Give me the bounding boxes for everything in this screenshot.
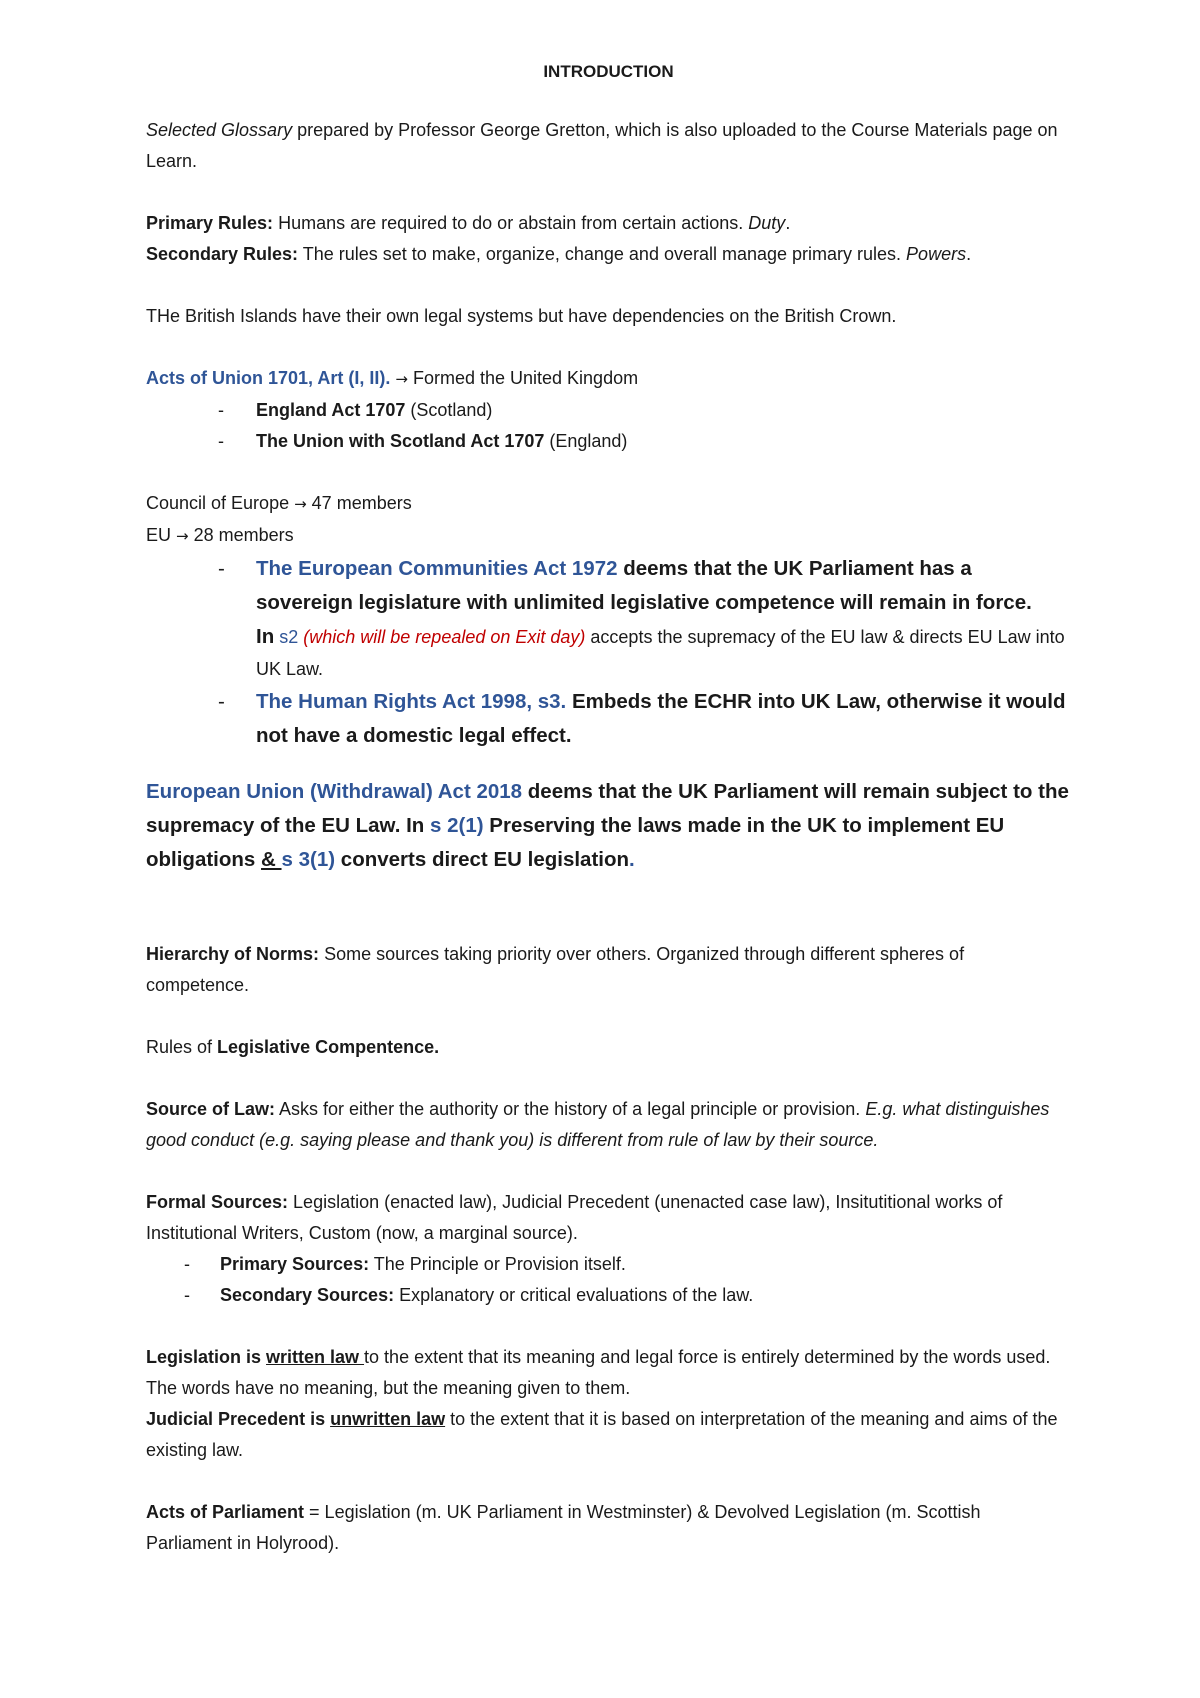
glossary-title: Selected Glossary: [146, 120, 293, 140]
bullet-dash: -: [184, 1285, 190, 1305]
bullet-dash: -: [218, 557, 225, 580]
acts-of-union-text: Formed the United Kingdom: [407, 368, 639, 388]
withdrawal-text-2: Preserving the laws made in the UK to implement EU obligations: [146, 814, 1005, 871]
eu-line: [146, 520, 1071, 552]
list-item-hra: [146, 685, 1071, 753]
withdrawal-s31: s 3(1): [281, 848, 336, 871]
hierarchy-paragraph: [146, 939, 1071, 1001]
list-item: [146, 1280, 1071, 1311]
arrow-right-icon: →: [294, 495, 307, 513]
bullet-dash: -: [218, 690, 225, 713]
hierarchy-label: Hierarchy of Norms:: [146, 944, 320, 964]
eca-text: deems that the UK Parliament has a sovereign legislature with unlimited legislative competence will remain in force.: [256, 557, 1032, 614]
withdrawal-s21: s 2(1): [430, 814, 484, 837]
page-title: INTRODUCTION: [543, 62, 674, 81]
list-item: [146, 395, 1071, 426]
source-of-law-paragraph: [146, 1094, 1071, 1156]
rules-legislative-paragraph: [146, 1032, 1071, 1063]
list-item-bold: The Union with Scotland Act 1707: [256, 431, 545, 451]
rules-legislative-plain: Rules of: [146, 1037, 218, 1057]
source-of-law-text: Asks for either the authority or the history of a legal principle or provision.: [275, 1099, 866, 1119]
withdrawal-name: European Union (Withdrawal) Act 2018: [146, 780, 523, 803]
eca-note: (which will be repealed on Exit day): [303, 627, 586, 647]
list-item-bold: Secondary Sources:: [220, 1285, 395, 1305]
council-label: Council of Europe: [146, 493, 295, 513]
bullet-dash: -: [218, 400, 224, 420]
withdrawal-text-1: deems that the UK Parliament will remain subject to the supremacy of the EU Law. In: [146, 780, 1069, 837]
precedent-paragraph: [146, 1404, 1071, 1466]
legislation-term: written law: [266, 1347, 365, 1367]
secondary-rules-label: Secondary Rules:: [146, 244, 299, 264]
withdrawal-text-3: converts direct EU legislation: [335, 848, 630, 871]
source-of-law-label: Source of Law:: [146, 1099, 276, 1119]
rules-legislative-bold: Legislative Compentence.: [217, 1037, 440, 1057]
secondary-rules-end: .: [966, 244, 972, 264]
primary-rules-end: .: [785, 213, 791, 233]
acts-of-parliament-paragraph: [146, 1497, 1071, 1559]
british-islands-paragraph: THe British Islands have their own legal systems but have dependencies on the British Crown.: [146, 306, 897, 326]
formal-sources-text: Legislation (enacted law), Judicial Precedent (unenacted case law), Insitutitional works of Institutional Writers, Custom (now, a marginal source).: [146, 1192, 1003, 1243]
arrow-right-icon: →: [395, 370, 408, 388]
legislation-paragraph: [146, 1342, 1071, 1404]
secondary-rules-paragraph: [146, 239, 1071, 270]
hra-name: The Human Rights Act 1998, s3.: [256, 690, 567, 713]
glossary-text: prepared by Professor George Gretton, which is also uploaded to the Course Materials page on Learn.: [146, 120, 1058, 171]
bullet-dash: -: [184, 1254, 190, 1274]
secondary-rules-em: Powers: [906, 244, 967, 264]
list-item-bold: Primary Sources:: [220, 1254, 370, 1274]
acts-of-parliament-label: Acts of Parliament: [146, 1502, 305, 1522]
eu-label: EU: [146, 525, 177, 545]
legislation-text: to the extent that its meaning and legal force is entirely determined by the words used. The words have no meaning, but the meaning given to them.: [146, 1347, 1051, 1398]
acts-of-union-paragraph: [146, 363, 1071, 395]
secondary-rules-text: The rules set to make, organize, change and overall manage primary rules.: [298, 244, 907, 264]
list-item-text: (England): [544, 431, 628, 451]
list-item-text: The Principle or Provision itself.: [369, 1254, 626, 1274]
eca-in: In: [256, 625, 275, 648]
hra-text: Embeds the ECHR into UK Law, otherwise it would not have a domestic legal effect.: [256, 690, 1066, 747]
primary-rules-label: Primary Rules:: [146, 213, 274, 233]
legislation-label: Legislation is: [146, 1347, 267, 1367]
source-of-law-example: E.g. what distinguishes good conduct (e.g. saying please and thank you) is different from rule of law by their source.: [146, 1099, 1050, 1150]
list-item: [146, 1249, 1071, 1280]
primary-rules-paragraph: [146, 208, 1071, 239]
bullet-dash: -: [218, 431, 224, 451]
document-page: [146, 56, 1071, 1559]
glossary-paragraph: [146, 115, 1071, 177]
council-of-europe-line: [146, 488, 1071, 520]
hierarchy-text: Some sources taking priority over others. Organized through different spheres of competence.: [146, 944, 965, 995]
acts-of-parliament-text: = Legislation (m. UK Parliament in Westminster) & Devolved Legislation (m. Scottish Parliament in Holyrood).: [146, 1502, 981, 1553]
arrow-right-icon: →: [176, 527, 189, 545]
eu-members: 28 members: [188, 525, 294, 545]
eca-name: The European Communities Act 1972: [256, 557, 618, 580]
formal-sources-paragraph: [146, 1187, 1071, 1249]
precedent-text: to the extent that it is based on interpretation of the meaning and aims of the existing law.: [146, 1409, 1058, 1460]
withdrawal-dot: .: [629, 848, 635, 871]
primary-rules-text: Humans are required to do or abstain from certain actions.: [273, 213, 749, 233]
list-item-eca: [146, 552, 1071, 685]
precedent-label: Judicial Precedent is: [146, 1409, 331, 1429]
withdrawal-paragraph: [146, 775, 1071, 877]
acts-of-union-link: Acts of Union 1701, Art (I, II).: [146, 368, 391, 388]
council-members: 47 members: [306, 493, 412, 513]
eca-s2: s2: [279, 627, 299, 647]
withdrawal-amp: &: [261, 848, 282, 871]
eca-rest: accepts the supremacy of the EU law & directs EU Law into UK Law.: [256, 627, 1065, 679]
list-item-text: (Scotland): [405, 400, 493, 420]
precedent-term: unwritten law: [330, 1409, 446, 1429]
list-item-text: Explanatory or critical evaluations of the law.: [394, 1285, 754, 1305]
list-item: [146, 426, 1071, 457]
list-item-bold: England Act 1707: [256, 400, 406, 420]
formal-sources-label: Formal Sources:: [146, 1192, 289, 1212]
primary-rules-em: Duty: [748, 213, 786, 233]
